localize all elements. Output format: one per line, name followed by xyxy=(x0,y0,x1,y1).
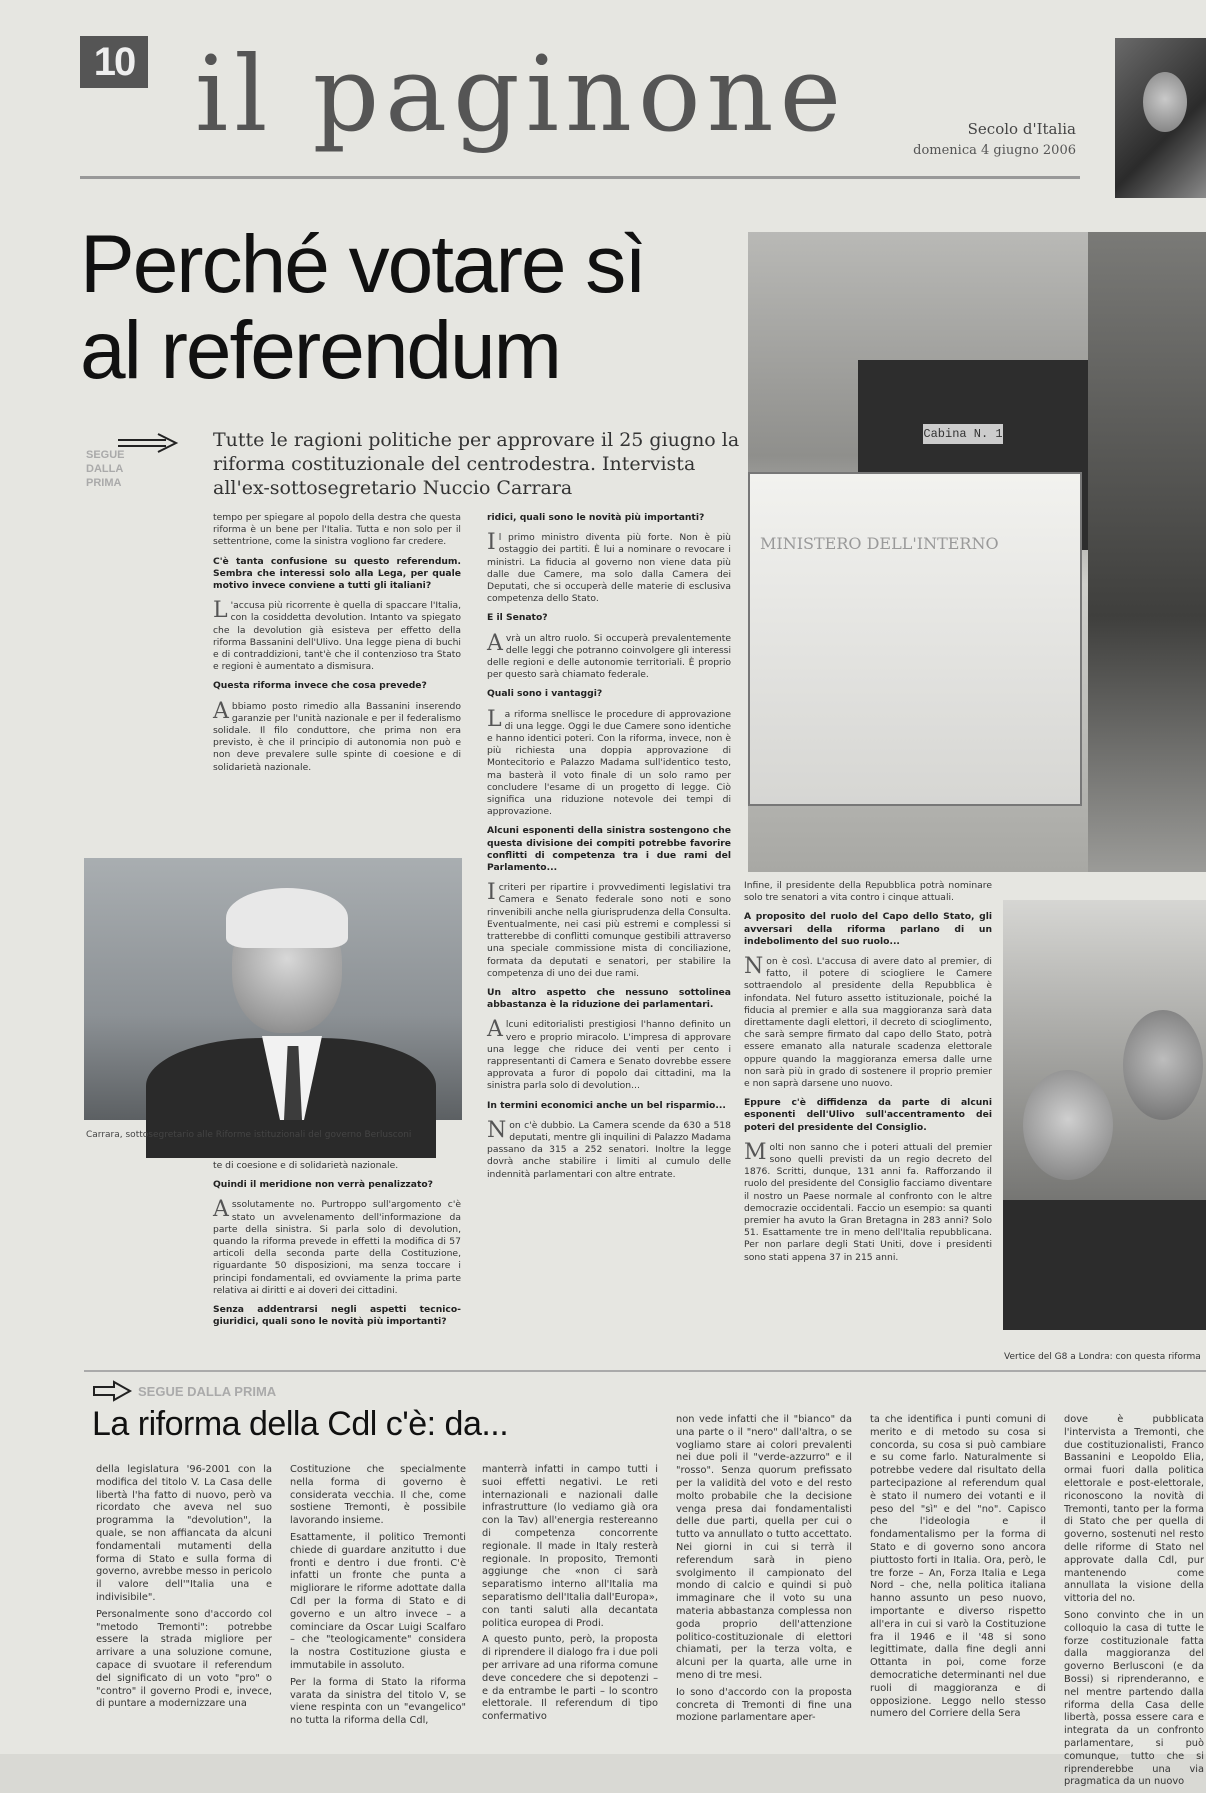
drop-initial: L xyxy=(487,706,502,732)
interview-answer: Alcuni editorialisti prestigiosi l'hanno definito un vero e proprio miracolo. L'impresa di approvare una legge che riduce dei venti per cento i rappresentanti di Camera e Senato dovrebbe essere approvata a furor di popolo dai cittadini, ma la sinistra parla solo di devolution... xyxy=(487,1017,731,1092)
corner-photo-face xyxy=(1143,72,1187,132)
section-title: il paginone xyxy=(195,33,848,155)
drop-initial: I xyxy=(487,530,496,556)
interview-question: In termini economici anche un bel risparmio... xyxy=(487,1099,726,1111)
g8-photo-person-2 xyxy=(1123,1010,1203,1120)
header-rule xyxy=(80,176,1080,179)
interview-question: Questa riforma invece che cosa prevede? xyxy=(213,680,427,692)
bottom-column-2 xyxy=(290,1464,466,1732)
bottom-section-rule xyxy=(84,1370,1206,1372)
interview-answer: La riforma snellisce le procedure di approvazione di una legge. Oggi le due Camere sono identiche e hanno identici poteri. Con la riforma, invece, non è più richiesta una doppia approvazione di Montecitorio e Palazzo Madama sull'identico testo, ma basterà il voto finale di un solo ramo per concludere l'esame di un progetto di legge. Ciò significa una riduzione notevole dei tempi di approvazione. xyxy=(487,706,731,818)
bottom-article-paragraph: Costituzione che specialmente nella forma di governo è considerata vecchia. Il che, come sostiene Tremonti, è possibile lavorando insieme. xyxy=(290,1464,466,1527)
interview-question: Quali sono i vantaggi? xyxy=(487,688,603,700)
interview-answer: Abbiamo posto rimedio alla Bassanini inserendo garanzie per l'unità nazionale e per il federalismo solidale. Il filo conduttore, che prima non era previsto, è che il principio di autonomia non può e non deve prevalere sulle spinte di coesione e di solidarietà nazionale. xyxy=(213,698,461,773)
arrow-right-outline-icon xyxy=(92,1380,132,1402)
bottom-article-paragraph: ta che identifica i punti comuni di merito e di metodo su cosa si concorda, su cosa si può cambiare e su come farlo. Naturalmente si potrebbe vedere dal risultato della partecipazione al referendum qual è stato il numero dei votanti e il peso del "sì" e del "no". Capisco che l'ideologia e il fondamentalismo per la forma di Stato e di governo sono ancora piuttosto forti in Italia. Ora, però, le tre forze – An, Forza Italia e Lega Nord – che, nella politica italiana hanno assunto un peso nuovo, importante e diverso rispetto all'era in cui si varò la Costituzione fra il 1946 e il '48 si sono legittimate, dalla fine degli anni Ottanta in poi, come forze democratiche determinanti nel due ruoli di maggioranza e di opposizione. Leggo nello stesso numero del Corriere della Sera xyxy=(870,1414,1046,1720)
interview-answer: Molti non sanno che i poteri attuali del premier sono quelli previsti da un regio decreto del 1876. Scritti, dunque, 131 anni fa. Rafforzando il ruolo del presidente del Consiglio facciamo diventare il nostro un Paese normale al confronto con le altre democrazie occidentali. Faccio un esempio: sa quanti premier ha avuto la Gran Bretagna in 283 anni? Solo 51. Esattamente tre in meno dell'Italia repubblicana. Per non parlare degli Stati Uniti, dove i presidenti sono stati appena 37 in 215 anni. xyxy=(744,1139,992,1263)
drop-initial: A xyxy=(213,1197,229,1223)
portrait-photo xyxy=(84,858,462,1120)
article-paragraph: tempo per spiegare al popolo della destra che questa riforma è un bene per l'Italia. Tutta e non solo per il settentrione, come la sinistra vogliono far credere. xyxy=(213,512,461,548)
article-subhead: Tutte le ragioni politiche per approvare il 25 giugno la riforma costituzionale del centrodestra. Intervista all'ex-sottosegretario Nuccio Carrara xyxy=(213,429,740,499)
article-column-1-continued xyxy=(213,1160,461,1336)
bottom-article-headline: La riforma della Cdl c'è: da... xyxy=(92,1405,509,1443)
bottom-article-paragraph: Sono convinto che in un colloquio la casa di tutte le forze costituzionale fatta dalla maggioranza del governo Berlusconi (e da Bossi) si riprenderanno, e nel mentre partendo dalla riforma della Casa delle libertà, possa essere cara e integrata da un confronto parlamentare, si può comunque, tutto che si riprenderebbe una via pragmatica da un nuovo xyxy=(1064,1609,1204,1788)
interview-question: Alcuni esponenti della sinistra sostengono che questa divisione dei compiti potrebbe favorire conflitti di competenza tra i due rami del Parlamento... xyxy=(487,825,731,874)
portrait-caption: Carrara, sottosegretario alle Riforme istituzionali del governo Berlusconi xyxy=(86,1130,412,1140)
bottom-column-4 xyxy=(676,1414,852,1729)
bottom-article-paragraph: della legislatura '96-2001 con la modifica del titolo V. La Casa delle libertà l'ha fatto di nuovo, però va ricordato che aveva nel suo programma la "devolution", la quale, se non affiancata da alcuni fondamentali mutamenti della forma di Stato e sulla forma di governo, avrebbe messo in pericolo il valore dell'"Italia una e indivisibile". xyxy=(96,1464,272,1603)
interview-question: Eppure c'è diffidenza da parte di alcuni esponenti dell'Ulivo sull'accentramento dei poteri del presidente del Consiglio. xyxy=(744,1097,992,1133)
bottom-column-5 xyxy=(870,1414,1046,1725)
bottom-column-6 xyxy=(1064,1414,1204,1793)
interview-answer: I criteri per ripartire i provvedimenti legislativi tra Camera e Senato federale sono noti e sono rinvenibili anche nella giurisprudenza della Consulta. Eventualmente, nei casi più estremi e complessi si tratterebbe di conflitti comunque gestibili attraverso una speciale commissione mista di conciliazione, formata da deputati e senatori, per stabilire la competenza di uno dei due rami. xyxy=(487,880,731,979)
drop-initial: N xyxy=(487,1117,507,1143)
article-column-2 xyxy=(487,512,731,1188)
drop-initial: M xyxy=(744,1139,767,1165)
polling-booth-sign: Cabina N. 1 xyxy=(923,424,1003,444)
g8-photo-person-1 xyxy=(1023,1070,1113,1180)
interview-question: A proposito del ruolo del Capo dello Stato, gli avversari della riforma parlano di un indebolimento del suo ruolo... xyxy=(744,911,992,947)
interview-question: ridici, quali sono le novità più importanti? xyxy=(487,512,705,523)
bottom-article-paragraph: Personalmente sono d'accordo col "metodo Tremonti": potrebbe essere la strada migliore per arrivare a una soluzione comune, capace di svuotare il referendum del significato di un voto "pro" o "contro" il governo Prodi e, invece, di puntare a modernizzare una xyxy=(96,1608,272,1710)
interview-question: Senza addentrarsi negli aspetti tecnico-giuridici, quali sono le novità più importanti? xyxy=(213,1304,461,1328)
polling-station-photo xyxy=(748,232,1206,872)
article-kicker: SEGUE DALLA PRIMA xyxy=(86,449,125,489)
interview-answer: Non c'è dubbio. La Camera scende da 630 a 518 deputati, mentre gli inquilini di Palazzo Madama passano da 315 a 252 senatori. Inoltre la legge dovrà anche stabilire i limiti al cumulo delle indennità parlamentari con altre entrate. xyxy=(487,1117,731,1180)
interview-question: E il Senato? xyxy=(487,612,548,624)
bottom-article-paragraph: dove è pubblicata l'intervista a Tremonti, che due costituzionalisti, Franco Bassanini e Leopoldo Elia, ormai fuori dalla politica elettorale e post-elettorale, riconoscono la novità di Tremonti, tanto per la forma di Stato che per quella di governo, sostenuti nel resto delle riforme di Stato nel approvate dalla Cdl, pur mantenendo come annullata la visione della vittoria del no. xyxy=(1064,1414,1204,1605)
g8-photo-suits xyxy=(1003,1200,1206,1330)
bottom-article-paragraph: manterrà infatti in campo tutti i suoi effetti negativi. Le reti internazionali e nazionali dalle infrastrutture (lo vediamo già ora con la Tav) all'energia restereanno di competenza concorrente regionale. Il made in Italy resterà regionale. In proposito, Tremonti aggiunge che «non ci sarà separatismo interno all'Italia ma separatismo dell'Italia dall'Europa», con tanti saluti alla decantata politica europea di Prodi. xyxy=(482,1464,658,1629)
paper-date: domenica 4 giugno 2006 xyxy=(913,143,1076,158)
g8-photo xyxy=(1003,900,1206,1330)
g8-photo-caption: Vertice del G8 a Londra: con questa riforma xyxy=(1004,1352,1201,1362)
article-column-3 xyxy=(744,880,992,1271)
bottom-article-paragraph: Per la forma di Stato la riforma varata da sinistra del titolo V, se viene respinta con un "evangelico" no tutta la riforma della Cdl, xyxy=(290,1676,466,1727)
ballot-board xyxy=(748,472,1082,806)
interview-answer: Avrà un altro ruolo. Si occuperà prevalentemente delle leggi che potranno coinvolgere gli interessi delle regioni e delle autonomie territoriali. È proprio per questo sarà chiamato federale. xyxy=(487,630,731,681)
page-number: 10 xyxy=(80,36,148,88)
interview-question: Quindi il meridione non verrà penalizzato? xyxy=(213,1179,434,1191)
interview-question: C'è tanta confusione su questo referendum. Sembra che interessi solo alla Lega, per quale motivo invece conviene a tutti gli italiani? xyxy=(213,555,461,592)
article-paragraph: Infine, il presidente della Repubblica potrà nominare solo tre senatori a vita contro i cinque attuali. xyxy=(744,880,992,904)
drop-initial: A xyxy=(487,1017,503,1043)
interview-answer: L 'accusa più ricorrente è quella di spaccare l'Italia, con la cosiddetta devolution. Intanto va spiegato che la devolution già esisteva per effetto della riforma Bassanini dell'Ulivo. Una legge piena di buchi e di contraddizioni, tant'è che il contenzioso tra Stato e regioni è aumentato a dismisura. xyxy=(213,598,461,673)
photo-background-right xyxy=(1088,232,1206,872)
bottom-article-paragraph: Esattamente, il politico Tremonti chiede di guardare anzitutto i due fronti e dentro i due fronti. C'è infatti un fronte che punta a migliorare le riforme adottate dalla Cdl per la forma di Stato e di governo e un altro invece – a cominciare da Oscar Luigi Scalfaro – che "teologicamente" considera la nostra Costituzione giusta e immutabile in assoluto. xyxy=(290,1531,466,1671)
ballot-board-text: MINISTERO DELL'INTERNO xyxy=(760,534,999,553)
article-column-1 xyxy=(213,512,461,781)
interview-question: Un altro aspetto che nessuno sottolinea abbastanza è la riduzione dei parlamentari. xyxy=(487,986,731,1011)
drop-initial: L xyxy=(213,598,228,624)
bottom-article-paragraph: Io sono d'accordo con la proposta concreta di Tremonti di fine una mozione parlamentare aper- xyxy=(676,1686,852,1724)
drop-initial: A xyxy=(487,630,503,656)
interview-answer: Non è così. L'accusa di avere dato al premier, di fatto, il potere di sciogliere le Camere sottraendolo al presidente della Repubblica è infondata. Nel futuro assetto istituzionale, poiché la fiducia al premier e alla sua maggioranza sarà data direttamente dagli elettori, il decreto di scioglimento, che sarà sempre firmato dal capo dello Stato, potrà essere emanato alla naturale scadenza elettorale oppure quando la maggioranza emersa dalle urne non sarà più in grado di sostenere il proprio premier e non saprà darsene uno nuovo. xyxy=(744,954,992,1090)
bottom-column-1 xyxy=(96,1464,272,1715)
bottom-column-3 xyxy=(482,1464,658,1728)
drop-initial: A xyxy=(213,698,229,724)
drop-initial: I xyxy=(487,880,496,906)
article-paragraph: te di coesione e di solidarietà nazionale. xyxy=(213,1160,399,1171)
drop-initial: N xyxy=(744,954,764,980)
interview-answer: Il primo ministro diventa più forte. Non è più ostaggio dei partiti. È lui a nominare o revocare i ministri. La fiducia al governo non viene data più dalle due Camere, ma solo dalla Camera dei Deputati, che si occuperà delle materie di esclusiva competenza dello Stato. xyxy=(487,530,731,605)
corner-photo xyxy=(1115,38,1206,198)
paper-name: Secolo d'Italia xyxy=(967,120,1076,138)
interview-answer: Assolutamente no. Purtroppo sull'argomento c'è stato un avvelenamento dell'informazione da parte della sinistra. Si parla solo di devolution, quando la riforma prevede in effetti la modifica di 57 articoli della seconda parte della Costituzione, riguardante 50 disposizioni, ma senza toccare i principi fondamentali, ed ovviamente la prima parte relativa ai diritti e ai doveri dei cittadini. xyxy=(213,1197,461,1296)
article-headline xyxy=(80,219,760,396)
bottom-article-kicker: SEGUE DALLA PRIMA xyxy=(138,1384,277,1399)
bottom-article-paragraph: non vede infatti che il "bianco" da una parte o il "nero" dall'altra, o se vogliamo stare ai colori prevalenti nei due poli il "verde-azzurro" e il "rosso". Senza quorum prefissato per la validità del voto e del resto molto probabile che la decisione venga presa dai fondamentalisti delle due parti, quella per cui o tutto va annullato o tutto accettato. Nei giorni in cui si terrà il referendum sarà in pieno svolgimento il campionato del mondo di calcio e quindi si può immaginare che il voto su una materia abbastanza complessa non goda proprio dell'attenzione politico-costituzionale di elettori chiamati, per la terza volta, e alcuni per la quarta, alle urne in meno di tre mesi. xyxy=(676,1414,852,1681)
bottom-article-paragraph: A questo punto, però, la proposta di riprendere il dialogo fra i due poli per arrivare ad una riforma comune deve concedere che si depotenzi – e da entrambe le parti – lo scontro elettorale. Il referendum di tipo confermativo xyxy=(482,1634,658,1723)
headline-line-2: al referendum xyxy=(80,305,560,396)
headline-line-1: Perché votare sì xyxy=(80,219,646,310)
portrait-hair xyxy=(226,888,348,948)
